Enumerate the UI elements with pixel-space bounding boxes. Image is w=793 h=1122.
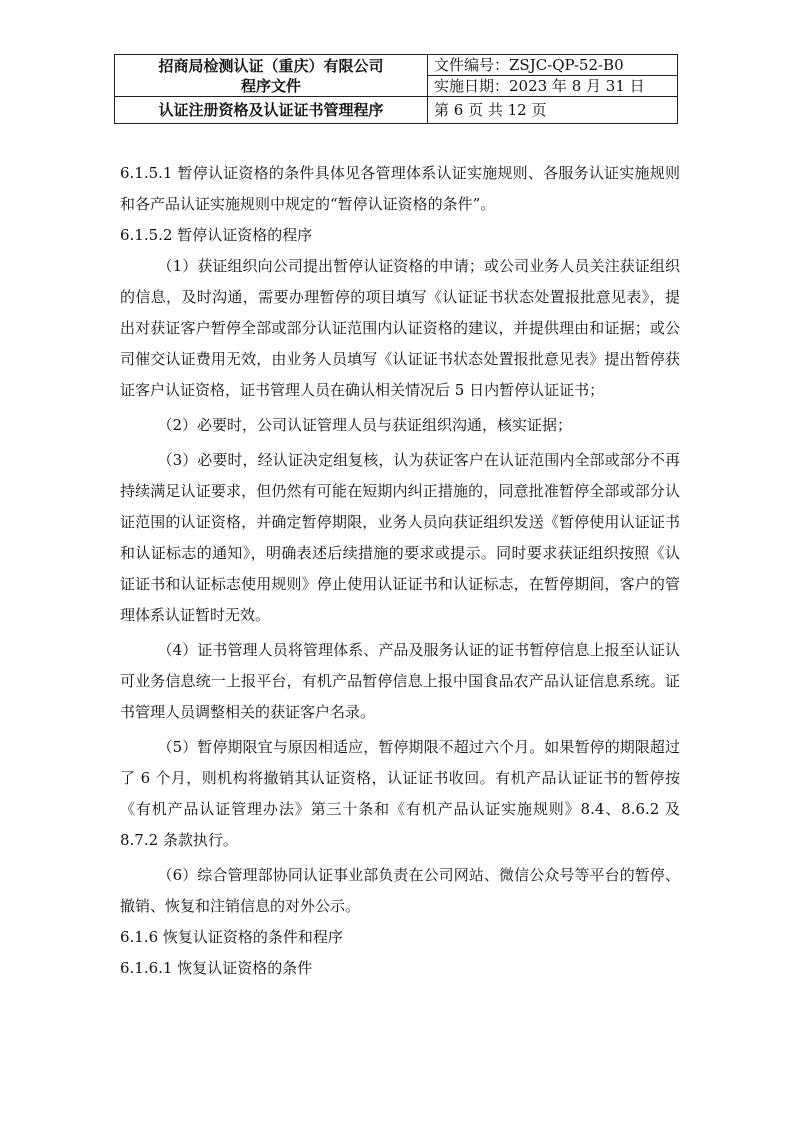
procedure-step-2: （2）必要时，公司认证管理人员与获证组织沟通，核实证据； (157, 416, 573, 434)
clause-6-1-5-2-heading: 6.1.5.2 暂停认证资格的程序 (120, 226, 313, 244)
procedure-step-1: （1）获证组织向公司提出暂停认证资格的申请；或公司业务人员关注获证组织的信息，及时沟通，需要办理暂停的项目填写《认证证书状态处置报批意见表》，提出对获证客户暂停全部或部分认证范围内认证资格的建议，并提供理由和证据；或公司催交认证费用无效，由业务人员填写《认证证书状态处置报批意见表》提出暂停获证客户认证资格，证书管理人员在确认相关情况后 5 日内暂停认证证书； (120, 257, 680, 399)
header-row-1 (115, 55, 678, 76)
document-number: 文件编号：ZSJC-QP-52-B0 (428, 55, 678, 76)
effective-date: 实施日期：2023 年 8 月 31 日 (428, 76, 678, 97)
procedure-step-3: （3）必要时，经认证决定组复核，认为获证客户在认证范围内全部或部分不再持续满足认证要求，但仍然有可能在短期内纠正措施的，同意批准暂停全部或部分认证范围的认证资格，并确定暂停期限，业务人员向获证组织发送《暂停使用认证证书和认证标志的通知》，明确表述后续措施的要求或提示。同时要求获证组织按照《认证证书和认证标志使用规则》停止使用认证证书和认证标志，在暂停期间，客户的管理体系认证暂时无效。 (120, 451, 680, 624)
document-body (120, 158, 680, 984)
clause-6-1-6-1-heading: 6.1.6.1 恢复认证资格的条件 (120, 959, 313, 977)
page-info: 第 6 页 共 12 页 (428, 97, 678, 124)
procedure-step-5: （5）暂停期限宜与原因相适应，暂停期限不超过六个月。如果暂停的期限超过了 6 个月，则机构将撤销其认证资格，认证证书收回。有机产品认证证书的暂停按《有机产品认证管理办法》第三十条和《有机产品认证实施规则》8.4、8.6.2 及 8.7.2 条款执行。 (120, 738, 680, 849)
header-row-3 (115, 97, 678, 124)
header-company-cell (115, 55, 428, 97)
procedure-step-6: （6）综合管理部协同认证事业部负责在公司网站、微信公众号等平台的暂停、撤销、恢复和注销信息的对外公示。 (120, 866, 680, 915)
company-name: 招商局检测认证（重庆）有限公司 (158, 56, 384, 75)
procedure-step-4: （4）证书管理人员将管理体系、产品及服务认证的证书暂停信息上报至认证认可业务信息统一上报平台，有机产品暂停信息上报中国食品农产品认证信息系统。证书管理人员调整相关的获证客户名录。 (120, 641, 680, 721)
clause-6-1-5-1: 6.1.5.1 暂停认证资格的条件具体见各管理体系认证实施规则、各服务认证实施规则和各产品认证实施规则中规定的“暂停认证资格的条件”。 (120, 164, 680, 213)
procedure-title: 认证注册资格及认证证书管理程序 (115, 97, 428, 124)
clause-6-1-6-heading: 6.1.6 恢复认证资格的条件和程序 (120, 928, 343, 946)
document-type: 程序文件 (240, 76, 301, 95)
document-header-table (114, 54, 678, 124)
